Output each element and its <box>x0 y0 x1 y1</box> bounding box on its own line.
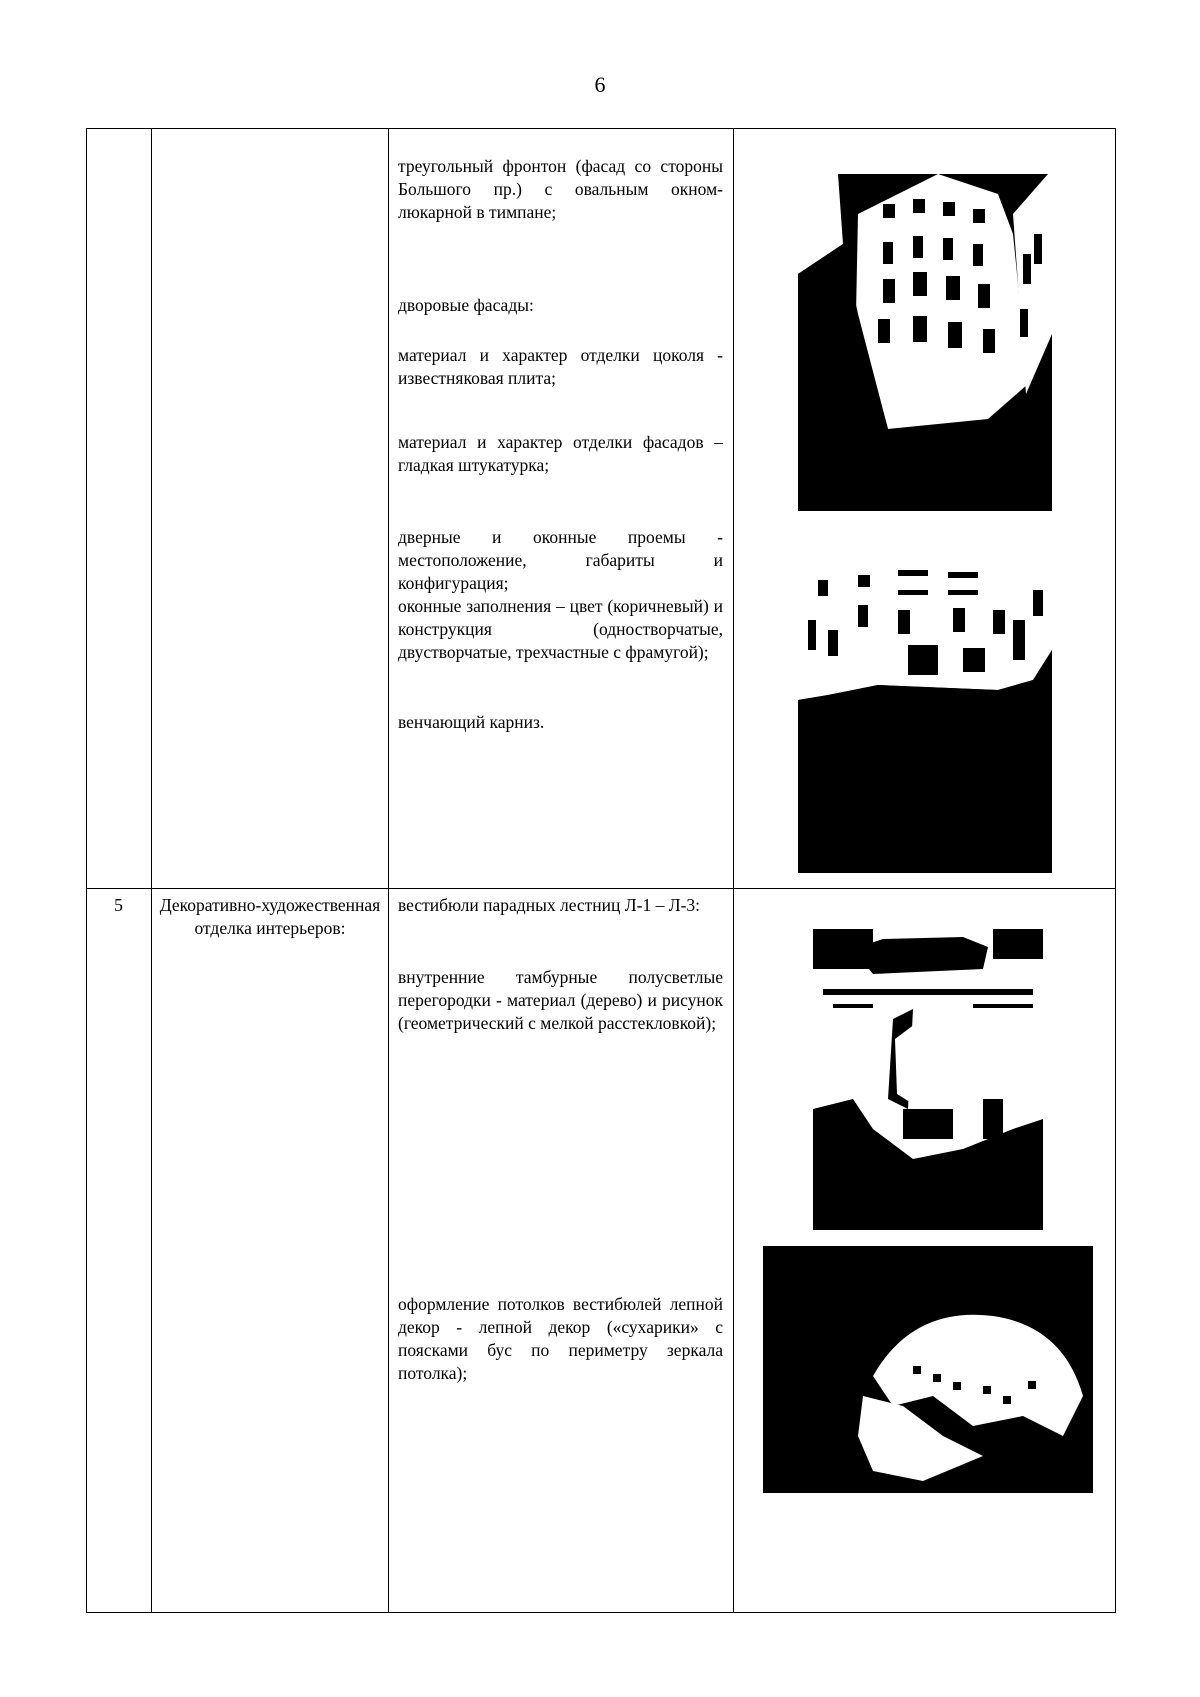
table-border-bottom <box>86 1612 1116 1613</box>
vestibule-partition-photo <box>813 929 1043 1230</box>
page-number: 6 <box>594 72 606 97</box>
row-2-para-2: внутренние тамбурные полусветлые перегородки - материал (дерево) и рисунок (геометрический с мелкой расстекловкой); <box>398 967 723 1033</box>
vestibule-ceiling-photo <box>763 1246 1093 1493</box>
row-2-para-1: вестибюли парадных лестниц Л-1 – Л-3: <box>398 895 701 915</box>
table-col-divider-3 <box>733 128 734 1613</box>
table-row-divider <box>86 888 1116 889</box>
row-2-para-3: оформление потолков вестибюлей лепной декор - лепной декор («сухарики» с поясками бус по периметру зеркала потолка); <box>398 1294 723 1383</box>
table-border-right <box>1115 128 1116 1613</box>
row-1-para-2: дворовые фасады: <box>398 295 534 315</box>
row-1-para-4: материал и характер отделки фасадов – гладкая штукатурка; <box>398 432 723 475</box>
row-1-para-1: треугольный фронтон (фасад со стороны Большого пр.) с овальным окном-люкарной в тимпане; <box>398 156 723 222</box>
row-1-para-5: дверные и оконные проемы - местоположение, габариты и конфигурация; <box>398 527 723 593</box>
table-border-top <box>86 128 1116 129</box>
table-col-divider-1 <box>151 128 152 1613</box>
row-2-number: 5 <box>114 895 123 915</box>
courtyard-facade-photo-2-image <box>798 560 1052 873</box>
courtyard-facade-photo-1-image <box>798 174 1052 511</box>
row-2-name: Декоративно-художественная отделка интерьеров: <box>159 895 381 938</box>
row-1-para-3: материал и характер отделки цоколя - известняковая плита; <box>398 345 723 388</box>
monument-subject-table <box>86 128 1116 1613</box>
row-1-para-7: венчающий карниз. <box>398 712 545 732</box>
vestibule-partition-photo-image <box>813 929 1043 1230</box>
courtyard-facade-photo-2 <box>798 560 1052 873</box>
table-border-left <box>86 128 87 1613</box>
row-1-para-6: оконные заполнения – цвет (коричневый) и конструкция (одностворчатые, двустворчатые, трехчастные с фрамугой); <box>398 596 723 662</box>
courtyard-facade-photo-1 <box>798 174 1052 511</box>
vestibule-ceiling-photo-image <box>763 1246 1093 1493</box>
table-col-divider-2 <box>388 128 389 1613</box>
